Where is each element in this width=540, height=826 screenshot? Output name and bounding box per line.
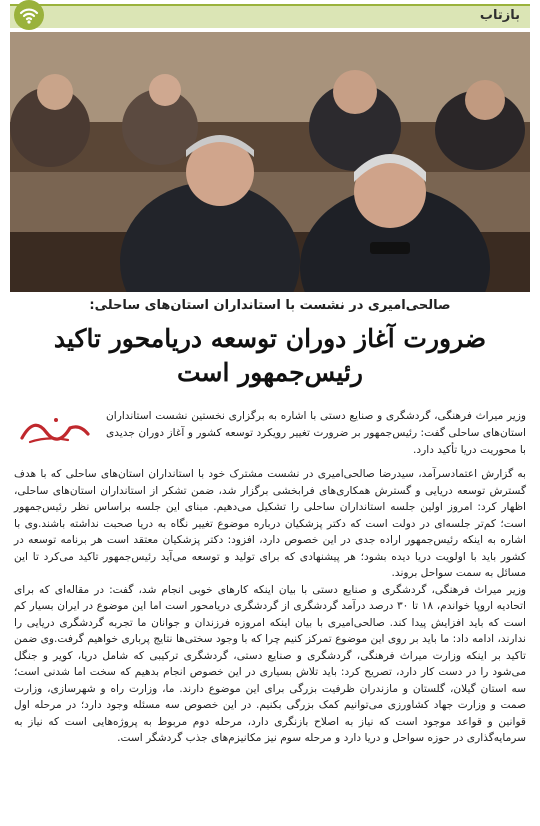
article-paragraph-2: وزیر میراث فرهنگی، گردشگری و صنایع دستی با بیان اینکه کارهای خوبی انجام شد، گفت: در مقاله‌ای که برای اتحادیه اروپا خواندم، ۱۸ تا ۳۰ درصد درآمد گردشگری از گردشگری دریامحور است اما این موضوع در ایران بسیار کم است که باید افزایش پیدا کند. صالحی‌امیری با بیان اینکه امروزه فرزندان و جوانان ما تجربه گردشگری دریایی را ندارند، ادامه داد: ما باید بر روی این موضوع تمرکز کنیم چرا که با وجود سختی‌ها نتایج پرباری خواهیم گرفت.وی ضمن تاکید بر اینکه وزارت میراث فرهنگی، گردشگری و صنایع دستی، گردشگری ترکیبی که شامل دریا، کویر و جنگل می‌شود را در دست کار دارد، تصریح کرد: باید تلاش بسیاری در این خصوص انجام بدهیم که سخت اما شدنی است؛ سه استان گیلان، گلستان و مازندران ظرفیت بزرگی برای این موضوع دارند. ما، وزارت راه و شهرسازی، وزارت صمت و وزارت جهاد کشاورزی می‌توانیم کمک بزرگی بکنیم. در این خصوص سه مسئله وجود دارد؛ در مرحله اول قوانین و قواعد موجود است که نیاز به اصلاح بازنگری دارد، مرحله دوم مربوط به پروژه‌هایی است که نیاز به سرمایه‌گذاری در حوزه سواحل و دریا دارد و مرحله سوم نیز مکانیزم‌های جذب گردشگر است. <box>14 583 526 744</box>
news-photo <box>10 32 530 292</box>
section-label: بازتاب <box>479 8 520 23</box>
article-body <box>14 466 526 747</box>
headline-line-1: ضرورت آغاز دوران توسعه دریامحور تاکید <box>53 324 487 353</box>
newspaper-signature-stamp <box>16 410 94 450</box>
article-paragraph-1: به گزارش اعتمادسرآمد، سیدرضا صالحی‌امیری در نشست مشترک خود با استانداران استان‌های ساحلی که با هدف گسترش توسعه دریایی و گسترش همکاری‌های فرابخشی برگزار شد، ضمن تشکر از استانداران استان‌های ساحلی، اظهار کرد: امروز اولین جلسه استانداران ساحلی را تشکیل می‌دهیم. مبنای این جلسه براساس نظر رئیس‌جمهور است؛ کم‌تر جلسه‌ای در دولت است که دکتر پزشکیان درباره موضوع تغییر نگاه به دریا صحبت نداشته باشند.وی با اشاره به اینکه رئیس‌جمهور اراده جدی در این خصوص دارد، افزود: دکتر پزشکیان معتقد است هر برنامه توسعه در کشور باید با اولویت دریا دیده بشود؛ هر پیشنهادی که برای تولید و توسعه می‌آید رئیس‌جمهور تاکید می‌کرد تا این مسائل به سمت سواحل بروند. <box>14 468 526 579</box>
article-kicker: صالحی‌امیری در نشست با استانداران استان‌های ساحلی: <box>89 298 451 313</box>
article-headline <box>20 322 520 390</box>
headline-line-2: رئیس‌جمهور است <box>176 358 363 387</box>
section-header <box>10 4 530 28</box>
wifi-icon <box>14 0 44 30</box>
article-lead: وزیر میراث فرهنگی، گردشگری و صنایع دستی با اشاره به برگزاری نخستین نشست استانداران استان‌های ساحلی گفت: رئیس‌جمهور بر ضرورت تغییر رویکرد توسعه کشور و آغاز دوران جدیدی با محوریت دریا تأکید دارد. <box>106 410 526 456</box>
